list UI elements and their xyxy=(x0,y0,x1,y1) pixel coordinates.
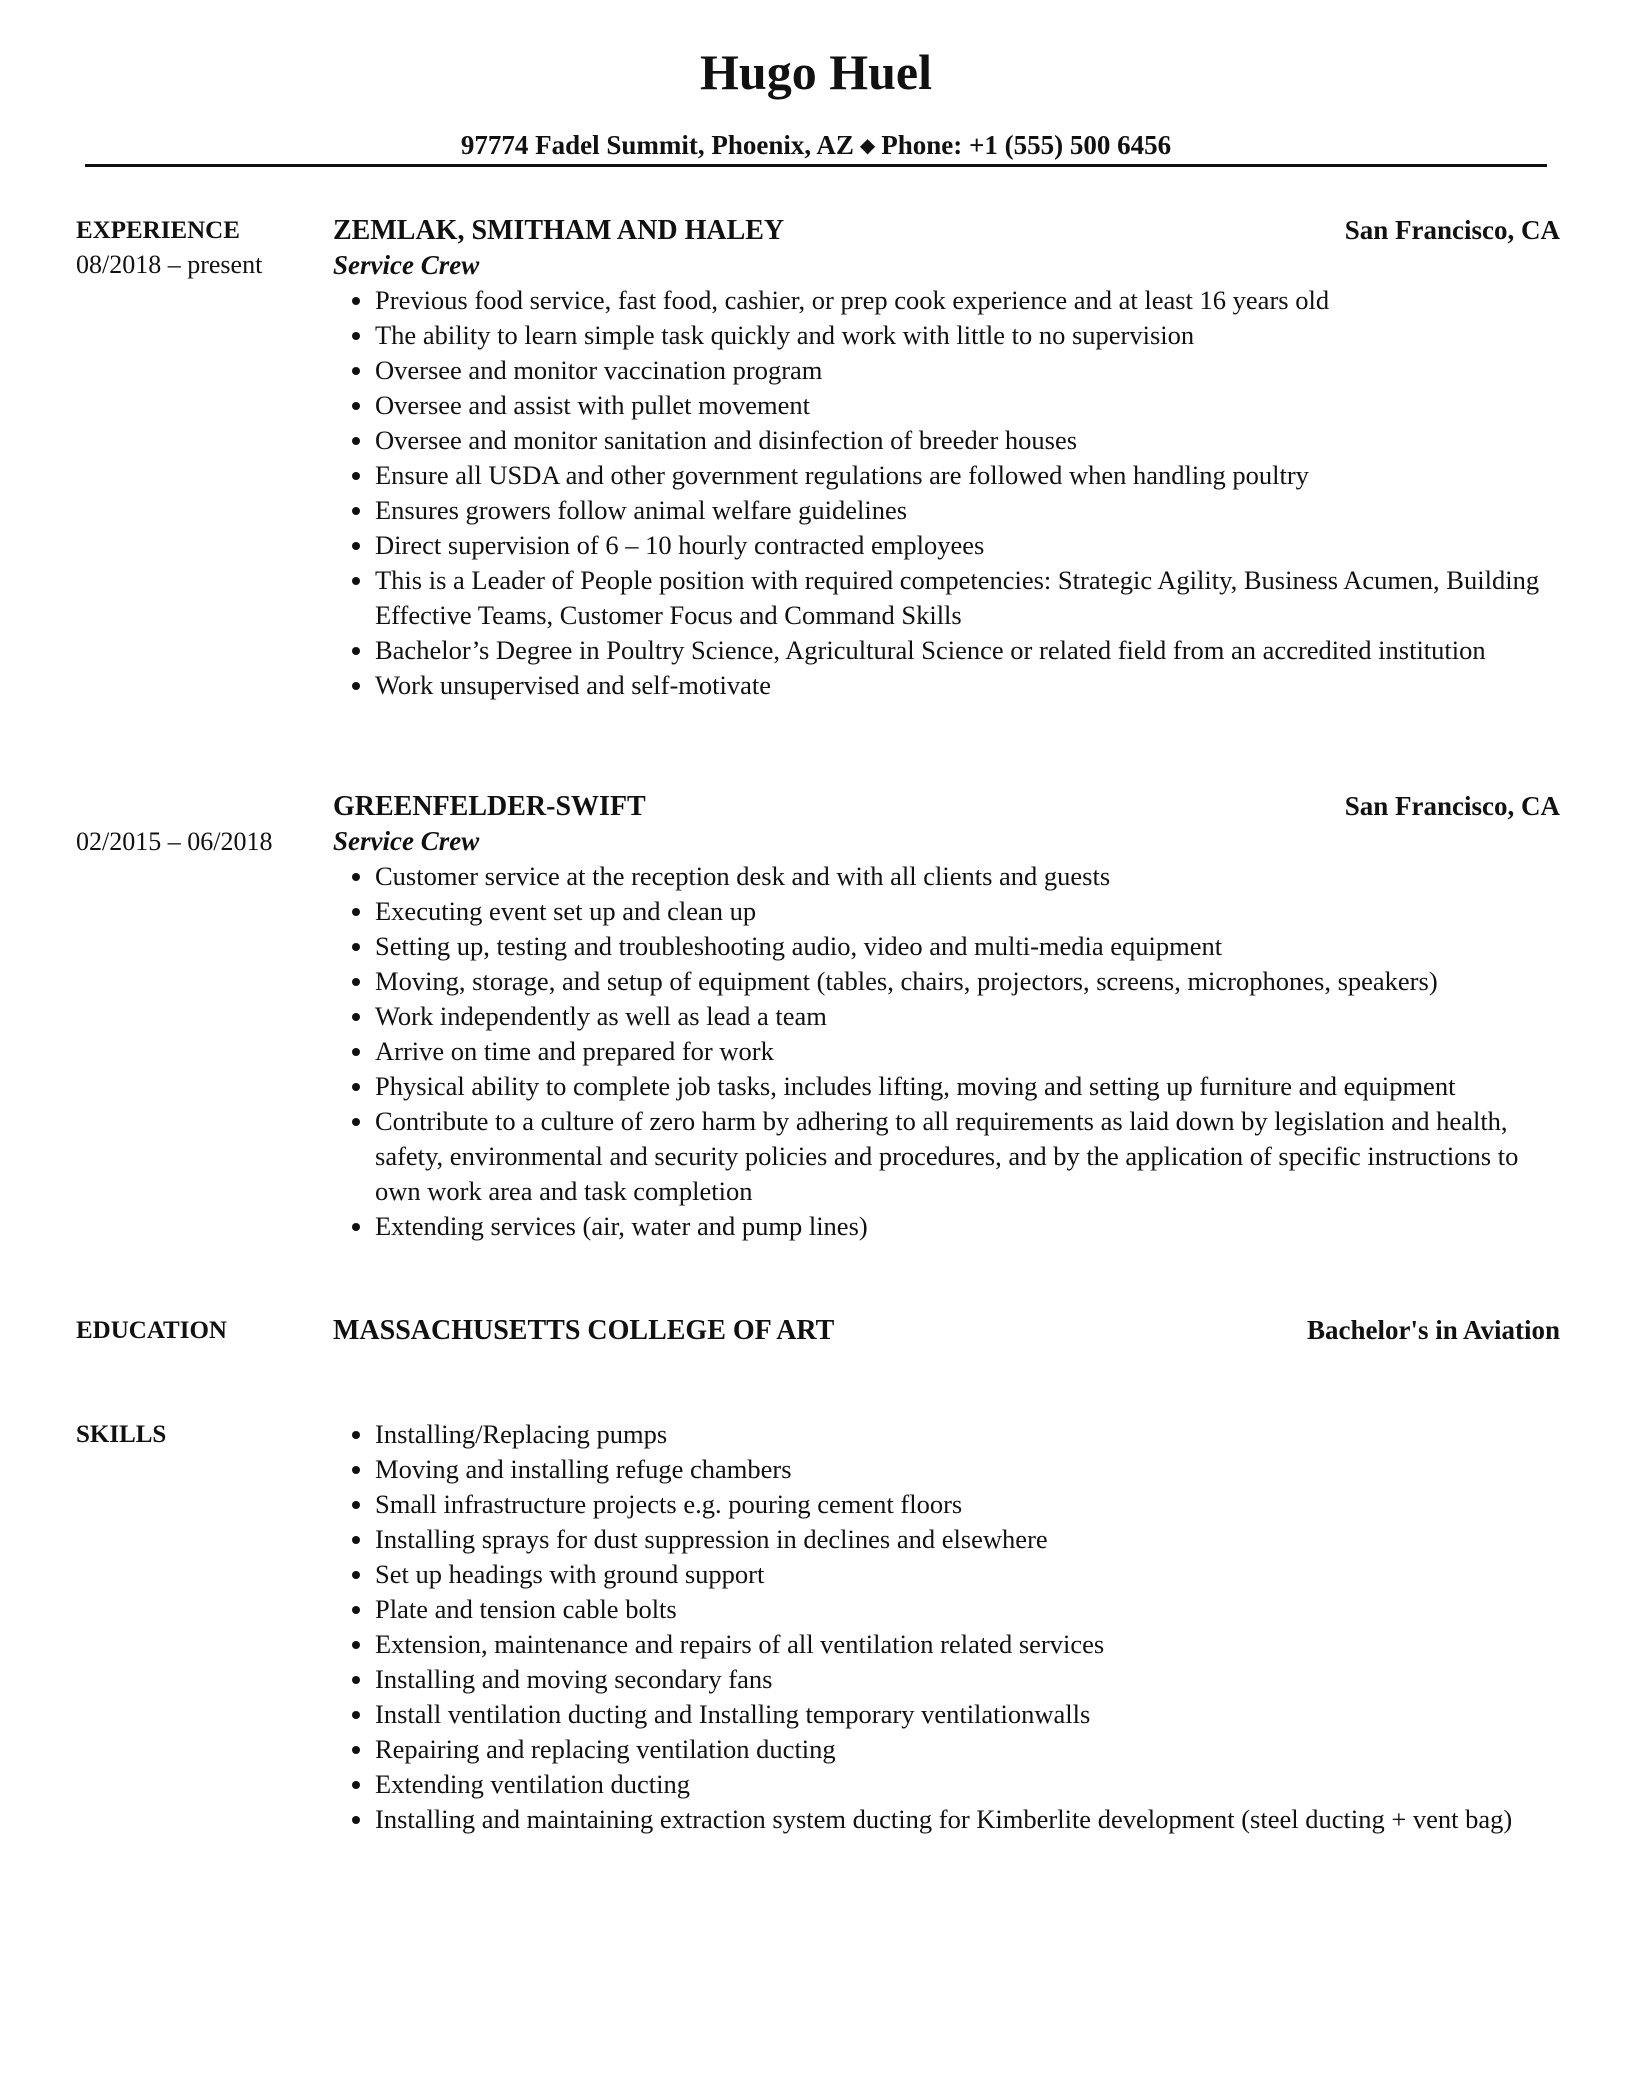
job-header xyxy=(333,213,1560,248)
job-bullets xyxy=(333,859,1560,1244)
bullet-item: Direct supervision of 6 – 10 hourly contracted employees xyxy=(333,528,1560,563)
job-dates: 02/2015 – 06/2018 xyxy=(76,827,273,856)
candidate-name: Hugo Huel xyxy=(700,44,932,100)
section-label-experience: EXPERIENCE xyxy=(76,217,240,244)
job-dates: 08/2018 – present xyxy=(76,250,263,279)
bullet-item: Extending ventilation ducting xyxy=(333,1767,1560,1802)
bullet-item: Work unsupervised and self-motivate xyxy=(333,668,1560,703)
bullet-item: Ensure all USDA and other government regulations are followed when handling poultry xyxy=(333,458,1560,493)
job-title: Service Crew xyxy=(333,826,480,856)
education-entry xyxy=(333,1313,1560,1348)
bullet-item: Previous food service, fast food, cashier, or prep cook experience and at least 16 years old xyxy=(333,283,1560,318)
bullet-item: Arrive on time and prepared for work xyxy=(333,1034,1560,1069)
diamond-separator-icon: ◆ xyxy=(859,135,876,157)
bullet-item: Contribute to a culture of zero harm by adhering to all requirements as laid down by legislation and health, safety, environmental and security policies and procedures, and by the application of specific instructions to own work area and task completion xyxy=(333,1104,1560,1209)
bullet-item: Moving and installing refuge chambers xyxy=(333,1452,1560,1487)
school-name: MASSACHUSETTS COLLEGE OF ART xyxy=(333,1315,835,1346)
bullet-item: Installing and maintaining extraction system ducting for Kimberlite development (steel ducting + vent bag) xyxy=(333,1802,1560,1837)
bullet-item: Installing and moving secondary fans xyxy=(333,1662,1560,1697)
bullet-item: Physical ability to complete job tasks, includes lifting, moving and setting up furniture and equipment xyxy=(333,1069,1560,1104)
bullet-item: Installing sprays for dust suppression in declines and elsewhere xyxy=(333,1522,1560,1557)
bullet-item: Executing event set up and clean up xyxy=(333,894,1560,929)
job-header xyxy=(333,789,1560,824)
bullet-item: Install ventilation ducting and Installing temporary ventilationwalls xyxy=(333,1697,1560,1732)
bullet-item: Extension, maintenance and repairs of all ventilation related services xyxy=(333,1627,1560,1662)
job-bullets xyxy=(333,283,1560,703)
bullet-item: Plate and tension cable bolts xyxy=(333,1592,1560,1627)
bullet-item: Customer service at the reception desk and with all clients and guests xyxy=(333,859,1560,894)
skills-section xyxy=(76,1417,1560,1877)
bullet-item: Oversee and monitor sanitation and disinfection of breeder houses xyxy=(333,423,1560,458)
bullet-item: Repairing and replacing ventilation ducting xyxy=(333,1732,1560,1767)
degree: Bachelor's in Aviation xyxy=(1306,1315,1560,1345)
bullet-item: Work independently as well as lead a team xyxy=(333,999,1560,1034)
section-label-skills: SKILLS xyxy=(76,1421,167,1448)
job-location: San Francisco, CA xyxy=(1344,791,1560,821)
education-section xyxy=(76,1313,1560,1353)
company-name: GREENFELDER-SWIFT xyxy=(333,791,646,822)
bullet-item: The ability to learn simple task quickly and work with little to no supervision xyxy=(333,318,1560,353)
bullet-item: This is a Leader of People position with required competencies: Strategic Agility, Business Acumen, Building Effective Teams, Customer Focus and Command Skills xyxy=(333,563,1560,633)
section-label-education: EDUCATION xyxy=(76,1317,227,1344)
bullet-item: Bachelor’s Degree in Poultry Science, Agricultural Science or related field from an accredited institution xyxy=(333,633,1560,668)
bullet-item: Oversee and monitor vaccination program xyxy=(333,353,1560,388)
bullet-item: Set up headings with ground support xyxy=(333,1557,1560,1592)
phone: Phone: +1 (555) 500 6456 xyxy=(881,130,1172,160)
bullet-item: Moving, storage, and setup of equipment (tables, chairs, projectors, screens, microphones, speakers) xyxy=(333,964,1560,999)
skills-list xyxy=(333,1417,1560,1837)
bullet-item: Installing/Replacing pumps xyxy=(333,1417,1560,1452)
bullet-item: Small infrastructure projects e.g. pouring cement floors xyxy=(333,1487,1560,1522)
job-location: San Francisco, CA xyxy=(1344,215,1560,245)
contact-line xyxy=(0,128,1632,165)
bullet-item: Extending services (air, water and pump lines) xyxy=(333,1209,1560,1244)
job-title: Service Crew xyxy=(333,250,480,280)
bullet-item: Oversee and assist with pullet movement xyxy=(333,388,1560,423)
experience-section xyxy=(76,213,1560,1253)
company-name: ZEMLAK, SMITHAM AND HALEY xyxy=(333,215,785,246)
bullet-item: Setting up, testing and troubleshooting audio, video and multi-media equipment xyxy=(333,929,1560,964)
address: 97774 Fadel Summit, Phoenix, AZ xyxy=(460,130,854,160)
bullet-item: Ensures growers follow animal welfare guidelines xyxy=(333,493,1560,528)
header-divider xyxy=(85,164,1547,167)
